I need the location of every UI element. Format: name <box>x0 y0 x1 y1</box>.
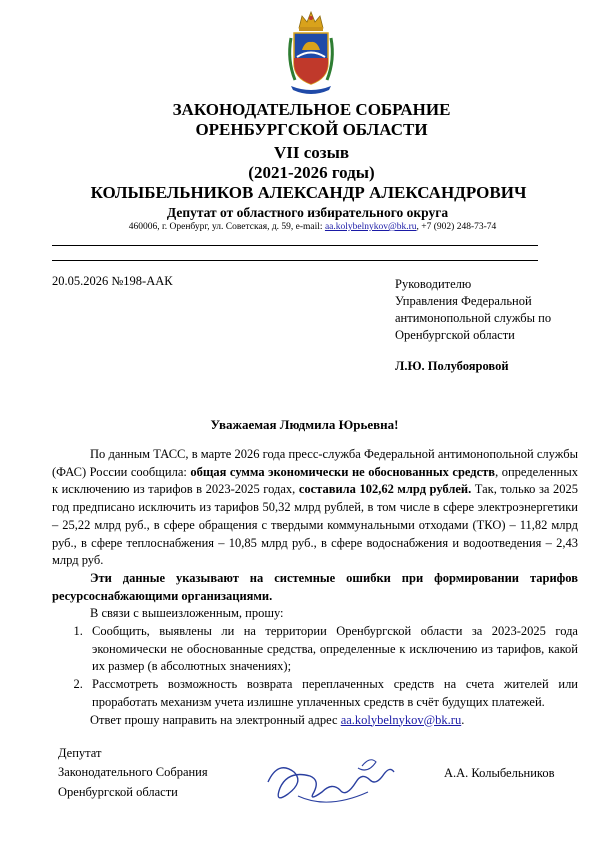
org-name-line1: ЗАКОНОДАТЕЛЬНОЕ СОБРАНИЕ <box>172 100 451 119</box>
addressee-name: Л.Ю. Полубояровой <box>395 359 509 373</box>
deputy-title: Депутат от областного избирательного округа <box>166 205 449 220</box>
list-item: 1. Сообщить, выявлены ли на территории Оренбургской области за 2023-2025 года экономически не обоснованные средства, определенные к исключению из тарифов, какой их размер (в абсолютных значениях); <box>86 623 578 676</box>
letter-body <box>52 446 578 729</box>
header-divider-top <box>52 245 538 246</box>
coat-of-arms-emblem <box>285 8 337 94</box>
request-list <box>52 623 578 712</box>
list-item: 2. Рассмотреть возможность возврата переплаченных средств на счета жителей или проработать механизм учета излишне уплаченных средств в счёт будущих платежей. <box>86 676 578 711</box>
contacts-line <box>8 222 609 232</box>
p1-text-c: , определенных к исключению из тарифов в 2023-2025 годах, <box>52 464 578 497</box>
convocation: VII созыв <box>273 143 350 162</box>
p2-bold: Эти данные указывают на системные ошибки при формировании тарифов ресурсоснабжающими организациями. <box>52 570 578 603</box>
paragraph-2 <box>52 570 578 605</box>
signatory-name: А.А. Колыбельников <box>444 766 555 780</box>
p1-text-a: По данным ТАСС, в марте 2026 года пресс-служба Федеральной антимонопольной службы (ФАС) России сообщила: <box>52 447 578 479</box>
signatory-position-line3: Оренбургской области <box>58 785 178 799</box>
convocation-years: (2021-2026 годы) <box>248 163 375 182</box>
addressee-line2: Управления Федеральной <box>395 294 532 308</box>
paragraph-4 <box>52 712 578 730</box>
header-divider-bottom <box>52 260 538 261</box>
addressee-line1: Руководителю <box>395 277 472 291</box>
contacts-suffix: , +7 (902) 248-73-74 <box>416 222 497 232</box>
paragraph-3: В связи с вышеизложенным, прошу: <box>90 606 284 621</box>
deputy-name: КОЛЫБЕЛЬНИКОВ АЛЕКСАНДР АЛЕКСАНДРОВИЧ <box>90 183 527 202</box>
outgoing-number: 20.05.2026 №198-ААК <box>52 274 173 288</box>
contacts-prefix: 460006, г. Оренбург, ул. Советская, д. 59, e-mail: <box>128 222 325 232</box>
handwritten-signature <box>258 752 398 814</box>
p1-bold-b: общая сумма экономически не обоснованных средств <box>190 464 496 479</box>
p1-bold-d: составила 102,62 млрд рублей. <box>298 482 472 497</box>
p4-text: Ответ прошу направить на электронный адрес <box>90 712 341 727</box>
signatory-position-line1: Депутат <box>58 746 102 760</box>
addressee-line3: антимонопольной службы по <box>395 311 552 325</box>
signatory-position-line2: Законодательного Собрания <box>58 765 208 779</box>
body-email-link[interactable]: aa.kolybelnykov@bk.ru <box>340 712 462 727</box>
org-name-line2: ОРЕНБУРГСКОЙ ОБЛАСТИ <box>195 120 428 139</box>
p1-text-e: Так, только за 2025 год предписано исключить из тарифов 50,32 млрд рублей, в том числе в сфере электроэнергетики – 25,22 млрд руб., в сфере обращения с твердыми коммунальными отходами (ТКО) – 11,82 млрд руб., в сфере теплоснабжения – 10,85 млрд руб., в сфере водоснабжения и водоотведения – 2,43 млрд руб. <box>52 482 578 568</box>
header-email-link[interactable]: aa.kolybelnykov@bk.ru <box>324 222 417 232</box>
addressee-line4: Оренбургской области <box>395 328 515 342</box>
greeting: Уважаемая Людмила Юрьевна! <box>210 417 399 432</box>
paragraph-1 <box>52 446 578 570</box>
p4-end: . <box>461 712 465 727</box>
